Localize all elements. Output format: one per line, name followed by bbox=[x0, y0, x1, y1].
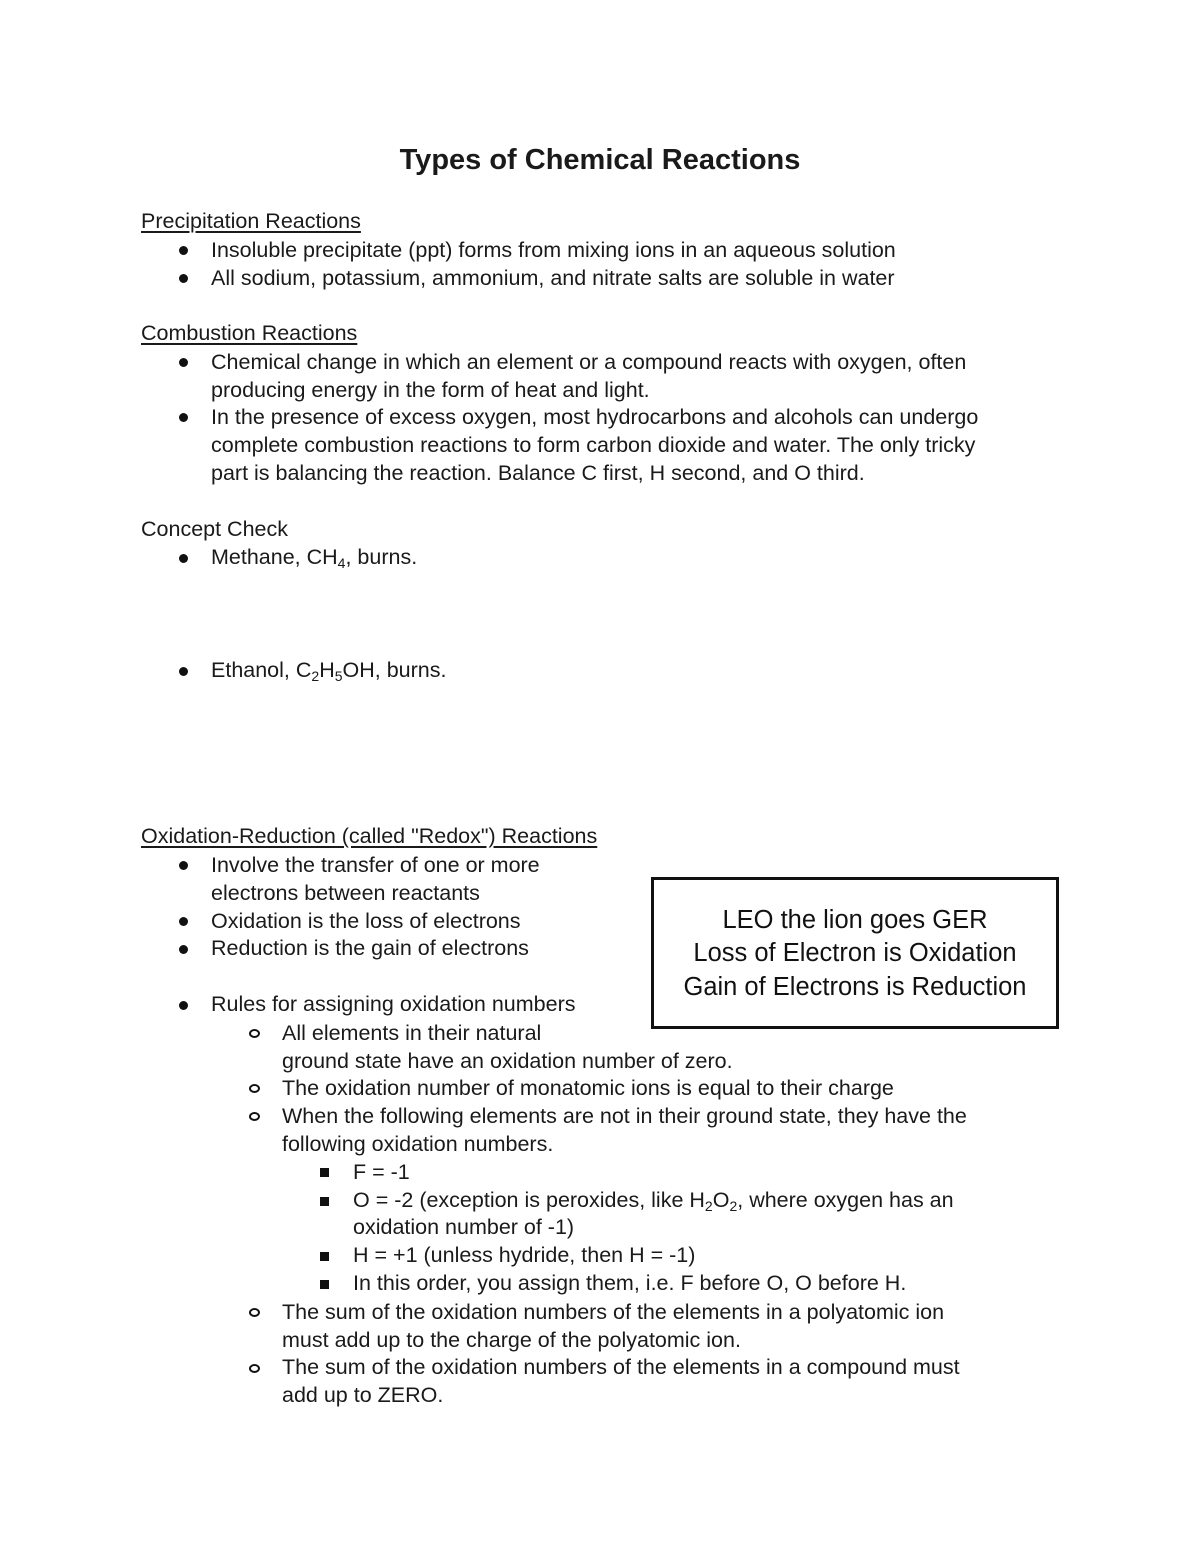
bullet-icon bbox=[179, 945, 188, 954]
mnemonic-line: Gain of Electrons is Reduction bbox=[683, 973, 1027, 1001]
sub-list-item: The oxidation number of monatomic ions is equal to their charge bbox=[282, 1076, 894, 1100]
bullet-icon bbox=[179, 917, 188, 926]
list-item: Involve the transfer of one or more bbox=[211, 853, 540, 877]
redox-heading: Oxidation-Reduction (called "Redox") Reactions bbox=[141, 824, 598, 848]
sub-sub-list-item: O = -2 (exception is peroxides, like $H_2O_2$, where oxygen has an bbox=[353, 1188, 954, 1214]
sub-list-item-continued: add up to ZERO. bbox=[282, 1383, 444, 1407]
square-bullet-icon bbox=[320, 1197, 329, 1206]
sub-list-item: All elements in their natural bbox=[282, 1021, 542, 1045]
list-item: In the presence of excess oxygen, most hydrocarbons and alcohols can undergo bbox=[211, 405, 979, 429]
circle-bullet-icon bbox=[249, 1029, 260, 1038]
circle-bullet-icon bbox=[249, 1084, 260, 1093]
ethanol-item: Ethanol, $C_2H_5OH$, burns. bbox=[211, 658, 447, 684]
list-item: All sodium, potassium, ammonium, and nitrate salts are soluble in water bbox=[211, 266, 895, 290]
sub-sub-list-item: F = -1 bbox=[353, 1160, 410, 1184]
precipitation-heading: Precipitation Reactions bbox=[141, 209, 361, 233]
sub-list-item-continued: following oxidation numbers. bbox=[282, 1132, 554, 1156]
bullet-icon bbox=[179, 274, 188, 283]
bullet-icon bbox=[179, 554, 188, 563]
list-item: Oxidation is the loss of electrons bbox=[211, 909, 521, 933]
list-item: Reduction is the gain of electrons bbox=[211, 936, 529, 960]
circle-bullet-icon bbox=[249, 1364, 260, 1373]
mnemonic-line: Loss of Electron is Oxidation bbox=[693, 939, 1017, 967]
bullet-icon bbox=[179, 667, 188, 676]
mnemonic-line: LEO the lion goes GER bbox=[722, 906, 988, 934]
list-item-continued: complete combustion reactions to form carbon dioxide and water. The only tricky bbox=[211, 433, 976, 457]
concept-check-heading: Concept Check bbox=[141, 517, 288, 541]
bullet-icon bbox=[179, 246, 188, 255]
combustion-heading: Combustion Reactions bbox=[141, 321, 358, 345]
square-bullet-icon bbox=[320, 1168, 329, 1177]
sub-sub-list-item: In this order, you assign them, i.e. F before O, O before H. bbox=[353, 1271, 907, 1295]
mnemonic-box bbox=[651, 877, 1059, 1029]
bullet-icon bbox=[179, 861, 188, 870]
bullet-icon bbox=[179, 1001, 188, 1010]
list-item-continued: part is balancing the reaction. Balance C first, H second, and O third. bbox=[211, 461, 865, 485]
list-item: Chemical change in which an element or a compound reacts with oxygen, often bbox=[211, 350, 967, 374]
list-item: Insoluble precipitate (ppt) forms from mixing ions in an aqueous solution bbox=[211, 238, 896, 262]
sub-list-item: The sum of the oxidation numbers of the elements in a compound must bbox=[282, 1355, 960, 1379]
circle-bullet-icon bbox=[249, 1308, 260, 1317]
sub-sub-list-item: H = +1 (unless hydride, then H = -1) bbox=[353, 1243, 696, 1267]
square-bullet-icon bbox=[320, 1252, 329, 1261]
sub-list-item-continued: ground state have an oxidation number of zero. bbox=[282, 1049, 733, 1073]
sub-list-item: When the following elements are not in their ground state, they have the bbox=[282, 1104, 967, 1128]
square-bullet-icon bbox=[320, 1280, 329, 1289]
bullet-icon bbox=[179, 358, 188, 367]
list-item-continued: producing energy in the form of heat and light. bbox=[211, 378, 650, 402]
bullet-icon bbox=[179, 413, 188, 422]
list-item-continued: electrons between reactants bbox=[211, 881, 480, 905]
sub-sub-list-item-continued: oxidation number of -1) bbox=[353, 1215, 575, 1239]
page-title: Types of Chemical Reactions bbox=[399, 144, 801, 176]
sub-list-item-continued: must add up to the charge of the polyatomic ion. bbox=[282, 1328, 741, 1352]
methane-item: Methane, $CH_4$, burns. bbox=[211, 545, 418, 571]
list-item: Rules for assigning oxidation numbers bbox=[211, 992, 576, 1016]
sub-list-item: The sum of the oxidation numbers of the elements in a polyatomic ion bbox=[282, 1300, 945, 1324]
circle-bullet-icon bbox=[249, 1112, 260, 1121]
